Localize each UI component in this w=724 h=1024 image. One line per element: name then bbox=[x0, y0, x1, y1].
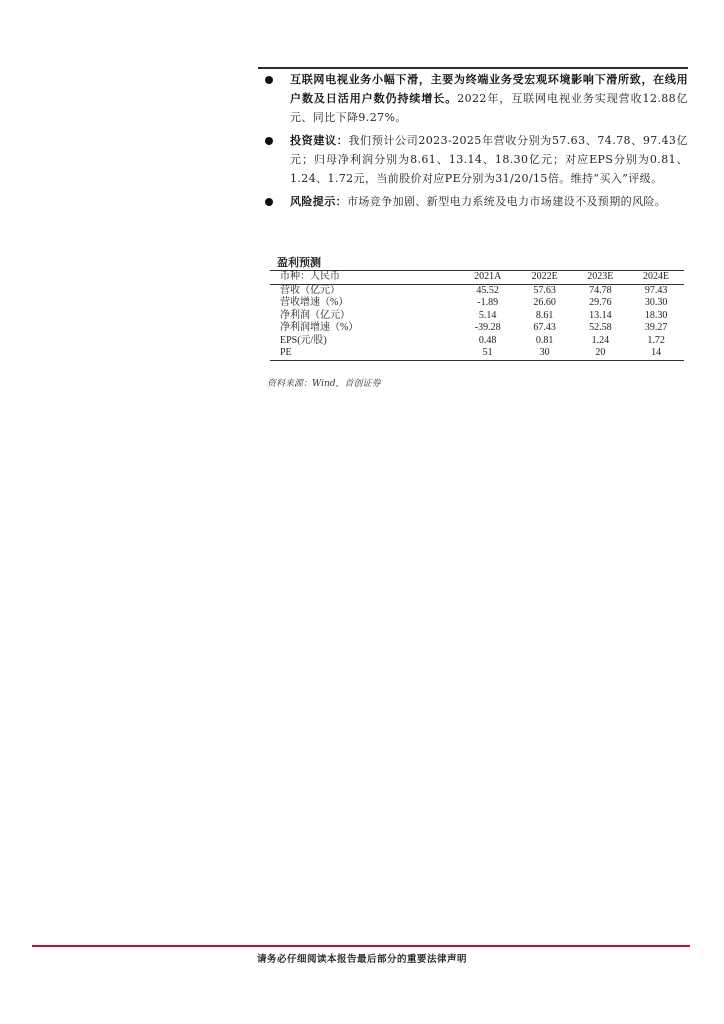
table-cell: 5.14 bbox=[478, 309, 497, 321]
row-label: PE bbox=[270, 347, 459, 360]
table-row-pe bbox=[270, 347, 684, 360]
table-row-eps bbox=[270, 335, 684, 348]
table-row-net-profit bbox=[270, 310, 684, 323]
table-cell: -1.89 bbox=[477, 297, 499, 308]
table-cell: 18.30 bbox=[644, 309, 668, 321]
row-label: 营收（亿元） bbox=[280, 284, 340, 296]
row-label: EPS(元/股) bbox=[280, 334, 327, 346]
bullet-text: 2022年，互联网电视业务实现营收12.88亿元、同比下降9.27%。 bbox=[290, 92, 688, 124]
bullet-item-internet-tv bbox=[262, 70, 688, 127]
header-currency: 币种：人民币 bbox=[270, 271, 459, 285]
table-header-row bbox=[270, 271, 684, 285]
bullet-list bbox=[262, 70, 688, 215]
bullet-text: 我们预计公司2023-2025年营收分别为57.63、74.78、97.43亿元；归母净利润分别为8.61、13.14、18.30亿元；对应EPS分别为0.81、1.24、1.72元，当前股价对应PE分别为31/20/15倍。维持“买入”评级。 bbox=[290, 134, 689, 185]
table-cell: 29.76 bbox=[589, 297, 612, 308]
footer-rule bbox=[32, 945, 690, 947]
table-source-note: 资料来源：Wind，首创证券 bbox=[267, 379, 381, 389]
table-cell: 39.27 bbox=[644, 322, 668, 333]
bullet-heading: 互联网电视业务小幅下滑，主要为终端业务受宏观环境影响下滑所致，在线用户数及日活用户数仍持续增长。 bbox=[290, 73, 688, 105]
table-cell: 0.48 bbox=[478, 334, 497, 346]
table-cell: 30.30 bbox=[644, 297, 668, 308]
bullet-text: 市场竞争加剧、新型电力系统及电力市场建设不及预期的风险。 bbox=[347, 195, 667, 208]
table-cell: 13.14 bbox=[589, 309, 612, 321]
table-cell: -39.28 bbox=[474, 322, 501, 333]
bullet-dot-icon bbox=[265, 76, 273, 84]
bullet-heading: 风险提示： bbox=[290, 195, 347, 208]
legal-disclaimer-footer: 请务必仔细阅读本报告最后部分的重要法律声明 bbox=[256, 954, 467, 965]
table-cell: 97.43 bbox=[644, 284, 668, 296]
table-cell: 14 bbox=[628, 347, 684, 360]
table-cell: 67.43 bbox=[533, 322, 556, 333]
bullet-item-risk-warning bbox=[262, 192, 688, 211]
table-cell: 1.24 bbox=[591, 334, 610, 346]
bullet-paragraph bbox=[290, 131, 688, 188]
row-label: 营收增速（%） bbox=[280, 297, 349, 308]
bullet-item-investment-advice bbox=[262, 131, 688, 188]
table-cell: 20 bbox=[572, 347, 628, 360]
table-cell: 0.81 bbox=[535, 334, 554, 346]
header-2021a: 2021A bbox=[459, 271, 517, 285]
table-cell: 30 bbox=[517, 347, 573, 360]
table-cell: 57.63 bbox=[533, 284, 556, 296]
row-label: 净利润增速（%） bbox=[280, 322, 359, 333]
forecast-table-title: 盈利预测 bbox=[277, 256, 321, 269]
table-cell: 26.60 bbox=[533, 297, 556, 308]
bullet-dot-icon bbox=[265, 137, 273, 145]
table-row-revenue-growth bbox=[270, 297, 684, 310]
table-cell: 74.78 bbox=[589, 284, 612, 296]
header-2023e: 2023E bbox=[572, 271, 628, 285]
bullet-paragraph bbox=[290, 192, 688, 211]
table-cell: 8.61 bbox=[535, 309, 554, 321]
table-cell: 1.72 bbox=[647, 334, 665, 346]
bullet-heading: 投资建议： bbox=[290, 134, 349, 147]
bullet-dot-icon bbox=[265, 198, 273, 206]
forecast-table bbox=[270, 270, 684, 361]
top-rule bbox=[258, 67, 688, 69]
table-cell: 45.52 bbox=[476, 284, 499, 296]
header-2022e: 2022E bbox=[517, 271, 573, 285]
row-label: 净利润（亿元） bbox=[280, 309, 350, 321]
table-row-revenue bbox=[270, 284, 684, 297]
table-cell: 51 bbox=[459, 347, 517, 360]
table-cell: 52.58 bbox=[589, 322, 612, 333]
header-2024e: 2024E bbox=[628, 271, 684, 285]
table-row-net-profit-growth bbox=[270, 322, 684, 335]
bullet-paragraph bbox=[290, 70, 688, 127]
